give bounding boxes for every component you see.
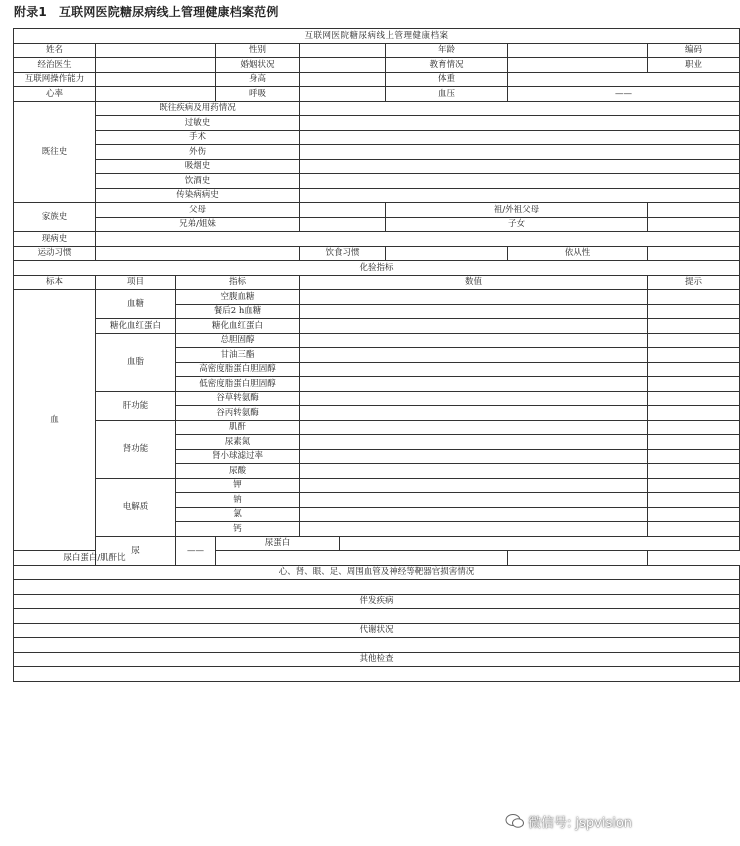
weight-value[interactable]: [508, 72, 740, 87]
hint-cell[interactable]: [648, 333, 740, 348]
gender-value[interactable]: [300, 43, 386, 58]
grandparents-label: 祖/外祖父母: [386, 203, 648, 218]
indicator: 甘油三酯: [176, 348, 300, 363]
indicator: 总胆固醇: [176, 333, 300, 348]
habits-row: [14, 246, 740, 261]
document-caption: [14, 5, 279, 19]
value-cell[interactable]: [300, 290, 648, 305]
lab-header: 提示: [648, 275, 740, 290]
history-item: 过敏史: [96, 116, 300, 131]
bp-label: 血压: [386, 87, 508, 102]
indicator: 谷草转氨酶: [176, 391, 300, 406]
value-cell[interactable]: [300, 391, 648, 406]
height-label: 身高: [216, 72, 300, 87]
basic-row-3: [14, 72, 740, 87]
specimen-urine: 尿: [96, 536, 176, 565]
group-glucose: 血糖: [96, 290, 176, 319]
watermark-text: 微信号: jspvision: [528, 815, 633, 831]
code-label: 编码: [648, 43, 740, 58]
age-label: 年龄: [386, 43, 508, 58]
value-cell[interactable]: [300, 478, 648, 493]
other-exam-area[interactable]: [14, 667, 740, 682]
marital-label: 婚姻状况: [216, 58, 300, 73]
value-cell[interactable]: [300, 435, 648, 450]
history-item: 饮酒史: [96, 174, 300, 189]
group-liver: 肝功能: [96, 391, 176, 420]
specimen-blood: 血: [14, 290, 96, 551]
marital-value[interactable]: [300, 58, 386, 73]
family-row-1: [14, 203, 740, 218]
metabolic-area[interactable]: [14, 638, 740, 653]
value-cell[interactable]: [300, 362, 648, 377]
indicator: 尿蛋白: [216, 536, 340, 551]
group-lipid: 血脂: [96, 333, 176, 391]
heart-rate-label: 心率: [14, 87, 96, 102]
indicator: 谷丙转氨酶: [176, 406, 300, 421]
lab-header: 项目: [96, 275, 176, 290]
value-cell[interactable]: [340, 536, 740, 551]
indicator: 空腹血糖: [176, 290, 300, 305]
complication-heading: 伴发疾病: [14, 594, 740, 609]
value-cell[interactable]: [300, 420, 648, 435]
education-label: 教育情况: [386, 58, 508, 73]
appendix-label: 附录1: [14, 5, 47, 19]
other-exam-heading: 其他检查: [14, 652, 740, 667]
education-value[interactable]: [508, 58, 648, 73]
gender-label: 性别: [216, 43, 300, 58]
organ-damage-area[interactable]: [14, 580, 740, 595]
siblings-label: 兄弟/姐妹: [96, 217, 300, 232]
respiration-value[interactable]: [300, 87, 386, 102]
basic-row-2: [14, 58, 740, 73]
history-item: 传染病病史: [96, 188, 300, 203]
lab-title: 化验指标: [14, 261, 740, 276]
hint-cell[interactable]: [648, 464, 740, 479]
doctor-label: 经治医生: [14, 58, 96, 73]
hint-cell[interactable]: [648, 507, 740, 522]
indicator: 钠: [176, 493, 300, 508]
hint-cell[interactable]: [648, 391, 740, 406]
children-label: 子女: [386, 217, 648, 232]
hint-cell[interactable]: [648, 377, 740, 392]
history-item: 手术: [96, 130, 300, 145]
current-value[interactable]: [96, 232, 740, 247]
hint-cell[interactable]: [648, 420, 740, 435]
hint-cell[interactable]: [648, 362, 740, 377]
respiration-label: 呼吸: [216, 87, 300, 102]
group-kidney: 肾功能: [96, 420, 176, 478]
metabolic-heading: 代谢状况: [14, 623, 740, 638]
heart-rate-value[interactable]: [96, 87, 216, 102]
lab-header: 数值: [300, 275, 648, 290]
value-cell[interactable]: [300, 464, 648, 479]
value-cell[interactable]: [300, 304, 648, 319]
history-value[interactable]: [300, 101, 740, 116]
value-cell[interactable]: [300, 406, 648, 421]
hint-cell[interactable]: [648, 493, 740, 508]
value-cell[interactable]: [300, 377, 648, 392]
hint-cell[interactable]: [508, 551, 648, 566]
hint-cell[interactable]: [648, 406, 740, 421]
basic-row-1: [14, 43, 740, 58]
indicator: 肾小球滤过率: [176, 449, 300, 464]
height-value[interactable]: [300, 72, 386, 87]
exercise-label: 运动习惯: [14, 246, 96, 261]
grandparents-value[interactable]: [648, 203, 740, 218]
hint-cell[interactable]: [648, 449, 740, 464]
history-item: 外伤: [96, 145, 300, 160]
hint-cell[interactable]: [648, 304, 740, 319]
weight-label: 体重: [386, 72, 508, 87]
history-item: 既往疾病及用药情况: [96, 101, 300, 116]
history-row: [14, 101, 740, 116]
doctor-value[interactable]: [96, 58, 216, 73]
indicator: 钙: [176, 522, 300, 537]
indicator: 钾: [176, 478, 300, 493]
hint-cell[interactable]: [648, 290, 740, 305]
history-value[interactable]: [300, 188, 740, 203]
age-value[interactable]: [508, 43, 648, 58]
indicator: 餐后2 h血糖: [176, 304, 300, 319]
complication-area[interactable]: [14, 609, 740, 624]
indicator: 低密度脂蛋白胆固醇: [176, 377, 300, 392]
parents-value[interactable]: [300, 203, 386, 218]
indicator: 尿素氮: [176, 435, 300, 450]
lab-header: 标本: [14, 275, 96, 290]
hint-cell[interactable]: [648, 522, 740, 537]
diet-value[interactable]: [386, 246, 508, 261]
value-cell[interactable]: [300, 507, 648, 522]
family-label: 家族史: [14, 203, 96, 232]
bp-value: ——: [508, 87, 740, 102]
wechat-icon: [505, 813, 525, 829]
value-cell[interactable]: [300, 333, 648, 348]
history-value[interactable]: [300, 116, 740, 131]
ability-label: 互联网操作能力: [14, 72, 96, 87]
parents-label: 父母: [96, 203, 300, 218]
children-value[interactable]: [648, 217, 740, 232]
group-hba1c: 糖化血红蛋白: [96, 319, 176, 334]
group-electrolyte: 电解质: [96, 478, 176, 536]
health-record-form: [13, 28, 740, 682]
history-value[interactable]: [300, 145, 740, 160]
history-label: 既往史: [14, 101, 96, 203]
occupation-label: 职业: [648, 58, 740, 73]
basic-row-4: [14, 87, 740, 102]
hint-cell[interactable]: [648, 435, 740, 450]
hint-cell[interactable]: [648, 478, 740, 493]
lab-header: 指标: [176, 275, 300, 290]
history-value[interactable]: [300, 130, 740, 145]
indicator: 尿白蛋白/肌酐比: [14, 551, 176, 566]
wechat-watermark: [505, 808, 665, 834]
lab-header-row: [14, 275, 740, 290]
name-label: 姓名: [14, 43, 96, 58]
ability-value[interactable]: [96, 72, 216, 87]
indicator: 糖化血红蛋白: [176, 319, 300, 334]
siblings-value[interactable]: [300, 217, 386, 232]
history-value[interactable]: [300, 174, 740, 189]
value-cell[interactable]: [300, 493, 648, 508]
urine-item: ——: [176, 536, 216, 565]
hint-cell[interactable]: [648, 348, 740, 363]
compliance-value[interactable]: [648, 246, 740, 261]
diet-label: 饮食习惯: [300, 246, 386, 261]
value-cell[interactable]: [300, 348, 648, 363]
value-cell[interactable]: [216, 551, 508, 566]
current-row: [14, 232, 740, 247]
exercise-value[interactable]: [96, 246, 300, 261]
history-value[interactable]: [300, 159, 740, 174]
value-cell[interactable]: [300, 449, 648, 464]
family-row-2: [14, 217, 740, 232]
caption-title: 互联网医院糖尿病线上管理健康档案范例: [58, 5, 279, 19]
value-cell[interactable]: [300, 319, 648, 334]
organ-damage-heading: 心、肾、眼、足、周围血管及神经等靶器官损害情况: [14, 565, 740, 580]
indicator: 尿酸: [176, 464, 300, 479]
current-label: 现病史: [14, 232, 96, 247]
hint-cell[interactable]: [648, 319, 740, 334]
indicator: 氯: [176, 507, 300, 522]
value-cell[interactable]: [300, 522, 648, 537]
compliance-label: 依从性: [508, 246, 648, 261]
indicator: 肌酐: [176, 420, 300, 435]
history-item: 吸烟史: [96, 159, 300, 174]
form-title: 互联网医院糖尿病线上管理健康档案: [14, 29, 740, 44]
indicator: 高密度脂蛋白胆固醇: [176, 362, 300, 377]
name-value[interactable]: [96, 43, 216, 58]
